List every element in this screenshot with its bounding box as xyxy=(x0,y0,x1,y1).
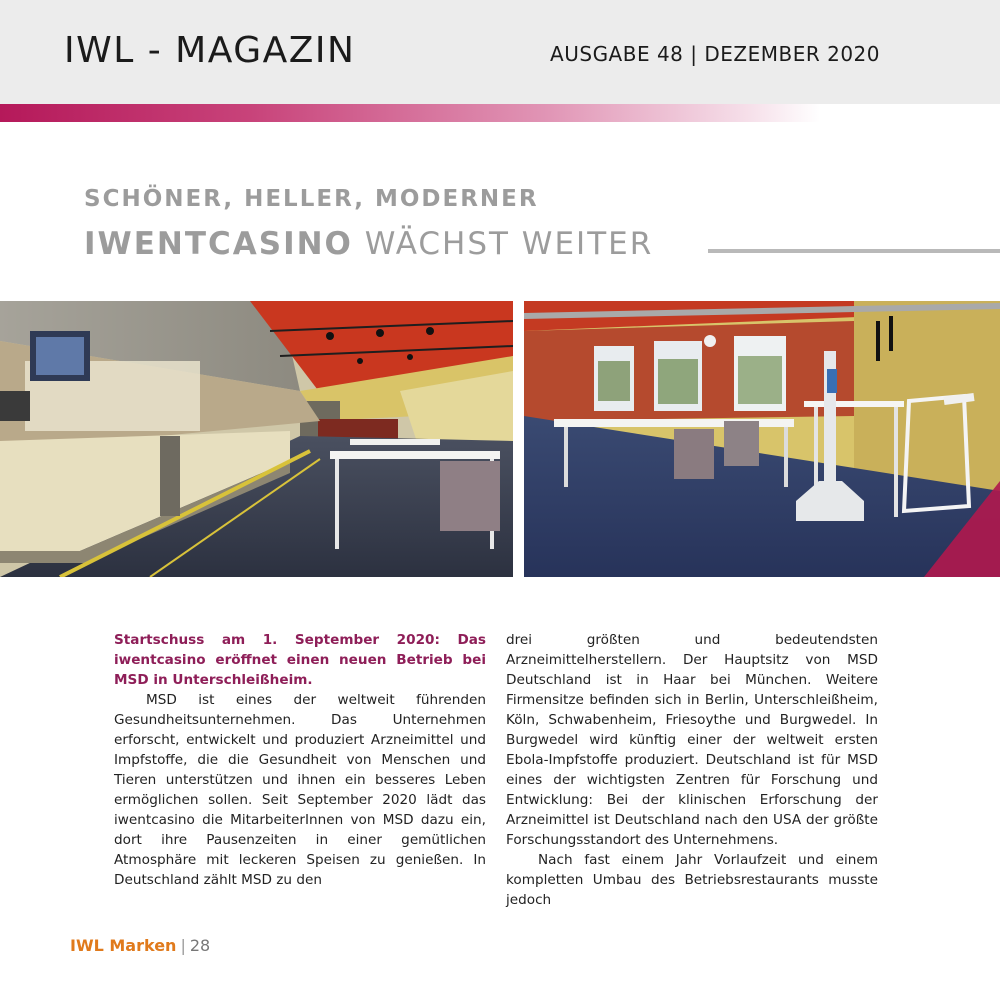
article-headline xyxy=(84,226,653,262)
article-kicker: SCHÖNER, HELLER, MODERNER xyxy=(84,186,539,212)
accent-gradient-bar xyxy=(0,104,1000,122)
article-paragraph-2: Nach fast einem Jahr Vorlaufzeit und einem kompletten Umbau des Betriebsrestaurants musste jedoch xyxy=(506,852,878,908)
magazine-title: IWL - MAGAZIN xyxy=(64,30,356,71)
article-column-right xyxy=(506,630,878,910)
article-paragraph-1: MSD ist eines der weltweit führenden Gesundheitsunternehmen. Das Unternehmen erforscht, entwickelt und produziert Arzneimittel und Impfstoffe, die die Gesundheit von Menschen und Tieren unterstützen und ihnen ein besseres Leben ermöglichen sollen. Seit September 2020 lädt das iwentcasino die MitarbeiterInnen von MSD dazu ein, dort ihre Pausenzeiten in einer gemütlichen Atmosphäre mit leckeren Speisen zu genießen. In Deutschland zählt MSD zu den xyxy=(114,692,486,888)
article-paragraph-1-continued: drei größten und bedeutendsten Arzneimittelherstellern. Der Hauptsitz von MSD Deutschland ist in Haar bei München. Weitere Firmensitze befinden sich in Berlin, Unterschleißheim, Köln, Schwabenheim, Friesoythe und Burgwedel. In Burgwedel wird künftig einer der weltweit ersten Ebola-Impfstoffe produziert. Deutschland ist für MSD eines der wichtigsten Zentren für Forschung und Entwicklung: Bei der klinischen Erforschung der Arzneimittel ist Deutschland nach den USA der größte Forschungsstandort des Unternehmens. xyxy=(506,632,878,848)
photo-dining-area xyxy=(524,301,1000,577)
footer-brand: IWL Marken xyxy=(70,936,177,955)
headline-bold: IWENTCASINO xyxy=(84,226,353,262)
page-header xyxy=(0,0,1000,104)
article-lead: Startschuss am 1. September 2020: Das iwentcasino eröffnet einen neuen Betrieb bei MSD in Unterschleißheim. xyxy=(114,632,486,688)
photo-canteen-counter xyxy=(0,301,513,577)
footer-separator: | xyxy=(180,936,186,955)
page-number: 28 xyxy=(189,936,211,955)
headline-rule xyxy=(708,249,1000,253)
page-footer xyxy=(70,936,210,955)
article-column-left xyxy=(114,630,486,890)
issue-info: AUSGABE 48 | DEZEMBER 2020 xyxy=(550,42,880,66)
headline-rest: WÄCHST WEITER xyxy=(364,226,654,262)
